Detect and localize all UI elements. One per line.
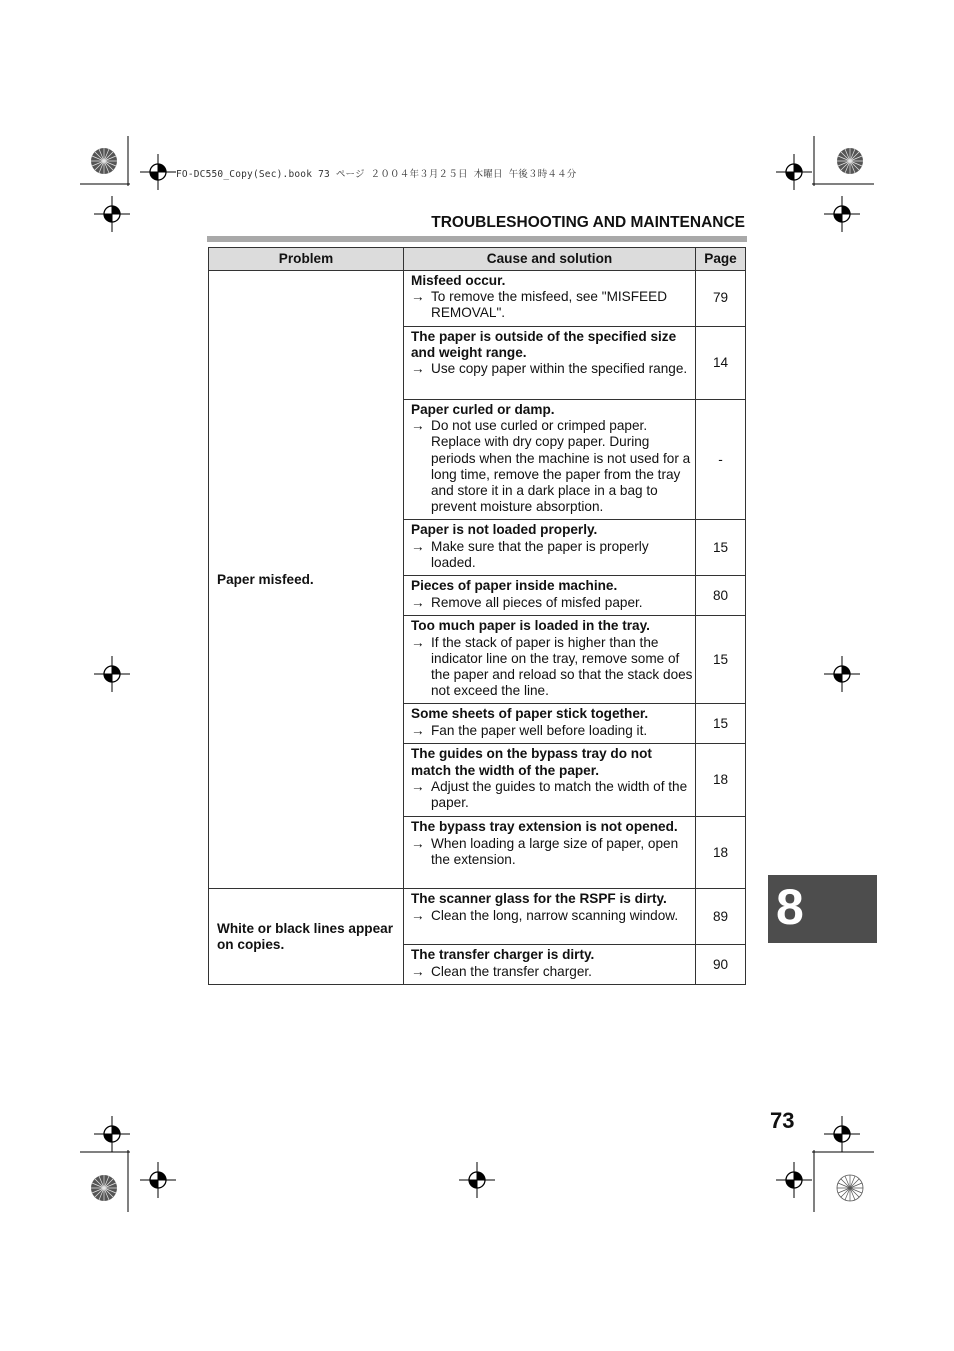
registration-mark-bottom-center: [459, 1162, 495, 1198]
registration-mark-left-top: [94, 196, 130, 232]
cause-title: The transfer charger is dirty.: [411, 947, 595, 963]
cause-title: Pieces of paper inside machine.: [411, 578, 618, 594]
problem-cell: White or black lines appear on copies.: [209, 889, 404, 985]
cause-solution: [411, 779, 693, 811]
page-cell: 90: [696, 945, 746, 985]
solution-text: To remove the misfeed, see "MISFEED REMOVAL".: [431, 289, 668, 321]
section-title: TROUBLESHOOTING AND MAINTENANCE: [431, 214, 745, 231]
table-row: [209, 271, 746, 327]
page-cell: 15: [696, 520, 746, 576]
cause-solution: [411, 964, 693, 980]
troubleshooting-table: [208, 247, 746, 985]
page-cell: 80: [696, 576, 746, 616]
registration-mark-top-2: [776, 154, 812, 190]
cause-cell: [404, 400, 696, 520]
cause-cell: [404, 271, 696, 327]
arrow-right-icon: →: [411, 418, 425, 434]
arrow-right-icon: →: [411, 907, 425, 923]
starburst-target-top-left: [90, 147, 118, 175]
arrow-right-icon: →: [411, 835, 425, 851]
registration-mark-left-middle: [94, 656, 130, 692]
solution-text: Clean the long, narrow scanning window.: [431, 907, 679, 923]
cause-cell: [404, 520, 696, 576]
cause-title: Paper curled or damp.: [411, 402, 555, 417]
page-cell: 18: [696, 817, 746, 889]
page-cell: 89: [696, 889, 746, 945]
arrow-right-icon: →: [411, 594, 425, 610]
solution-text: Make sure that the paper is properly loaded.: [431, 538, 649, 570]
page-cell: 18: [696, 744, 746, 817]
page-cell: 79: [696, 271, 746, 327]
registration-mark-right-top: [824, 196, 860, 232]
registration-mark-top-1: [140, 154, 176, 190]
chapter-number: 8: [776, 879, 804, 935]
cause-solution: [411, 289, 693, 321]
cause-title: Some sheets of paper stick together.: [411, 706, 649, 722]
starburst-target-top-right: [836, 147, 864, 175]
cause-title: Misfeed occur.: [411, 273, 506, 288]
registration-mark-right-bottom: [824, 1116, 860, 1152]
print-info-header: FO-DC550_Copy(Sec).book 73 ページ ２００４年３月２５日 木曜日 午後３時４４分: [176, 169, 577, 180]
solution-text: Clean the transfer charger.: [431, 963, 592, 979]
registration-mark-left-bottom: [94, 1116, 130, 1152]
page-cell: -: [696, 400, 746, 520]
arrow-right-icon: →: [411, 778, 425, 794]
cause-cell: [404, 576, 696, 616]
cause-title: Too much paper is loaded in the tray.: [411, 618, 650, 634]
header-problem: Problem: [209, 248, 404, 271]
header-cause: Cause and solution: [404, 248, 696, 271]
page-number: 73: [770, 1108, 795, 1133]
arrow-right-icon: →: [411, 361, 425, 377]
arrow-right-icon: →: [411, 289, 425, 305]
cause-cell: [404, 744, 696, 817]
header-page: Page: [696, 248, 746, 271]
cause-cell: [404, 704, 696, 744]
solution-text: If the stack of paper is higher than the indicator line on the tray, remove some of the paper and reload so that the stack does not exceed the line.: [431, 634, 693, 699]
table-header-row: [209, 248, 746, 271]
solution-text: Adjust the guides to match the width of the paper.: [431, 778, 688, 811]
solution-text: Fan the paper well before loading it.: [431, 722, 648, 738]
problem-cell: Paper misfeed.: [209, 271, 404, 889]
cause-solution: [411, 418, 693, 515]
solution-text: Remove all pieces of misfed paper.: [431, 594, 643, 610]
cause-solution: [411, 836, 693, 868]
arrow-right-icon: →: [411, 963, 425, 979]
cause-title: The guides on the bypass tray do not match the width of the paper.: [411, 746, 652, 778]
cause-solution: [411, 595, 693, 611]
table-row: [209, 889, 746, 945]
solution-text: Use copy paper within the specified range.: [431, 361, 688, 377]
cause-title: The paper is outside of the specified size and weight range.: [411, 329, 677, 361]
cause-title: Paper is not loaded properly.: [411, 522, 598, 538]
registration-mark-right-middle: [824, 656, 860, 692]
cause-cell: [404, 327, 696, 400]
arrow-right-icon: →: [411, 634, 425, 650]
cause-cell: [404, 889, 696, 945]
cause-solution: [411, 908, 693, 924]
page-cell: 14: [696, 327, 746, 400]
arrow-right-icon: →: [411, 538, 425, 554]
cause-solution: [411, 723, 693, 739]
cause-title: The scanner glass for the RSPF is dirty.: [411, 891, 667, 907]
cause-title: The bypass tray extension is not opened.: [411, 819, 678, 835]
page-cell: 15: [696, 704, 746, 744]
arrow-right-icon: →: [411, 722, 425, 738]
page-cell: 15: [696, 616, 746, 704]
cause-cell: [404, 616, 696, 704]
cause-solution: [411, 539, 693, 571]
cause-solution: [411, 635, 693, 700]
registration-mark-bottom-2: [776, 1162, 812, 1198]
registration-mark-bottom-1: [140, 1162, 176, 1198]
cause-cell: [404, 945, 696, 985]
solution-text: When loading a large size of paper, open the extension.: [431, 835, 679, 867]
title-rule: [207, 236, 747, 242]
cause-cell: [404, 817, 696, 889]
cause-solution: [411, 361, 693, 377]
starburst-target-bottom-right: [836, 1174, 864, 1202]
solution-text: Do not use curled or crimped paper. Replace with dry copy paper. During periods when the machine is not used for a long time, remove the paper from the tray and store it in a dark place in a bag to prevent moisture absorption.: [431, 418, 691, 515]
starburst-target-bottom-left: [90, 1174, 118, 1202]
